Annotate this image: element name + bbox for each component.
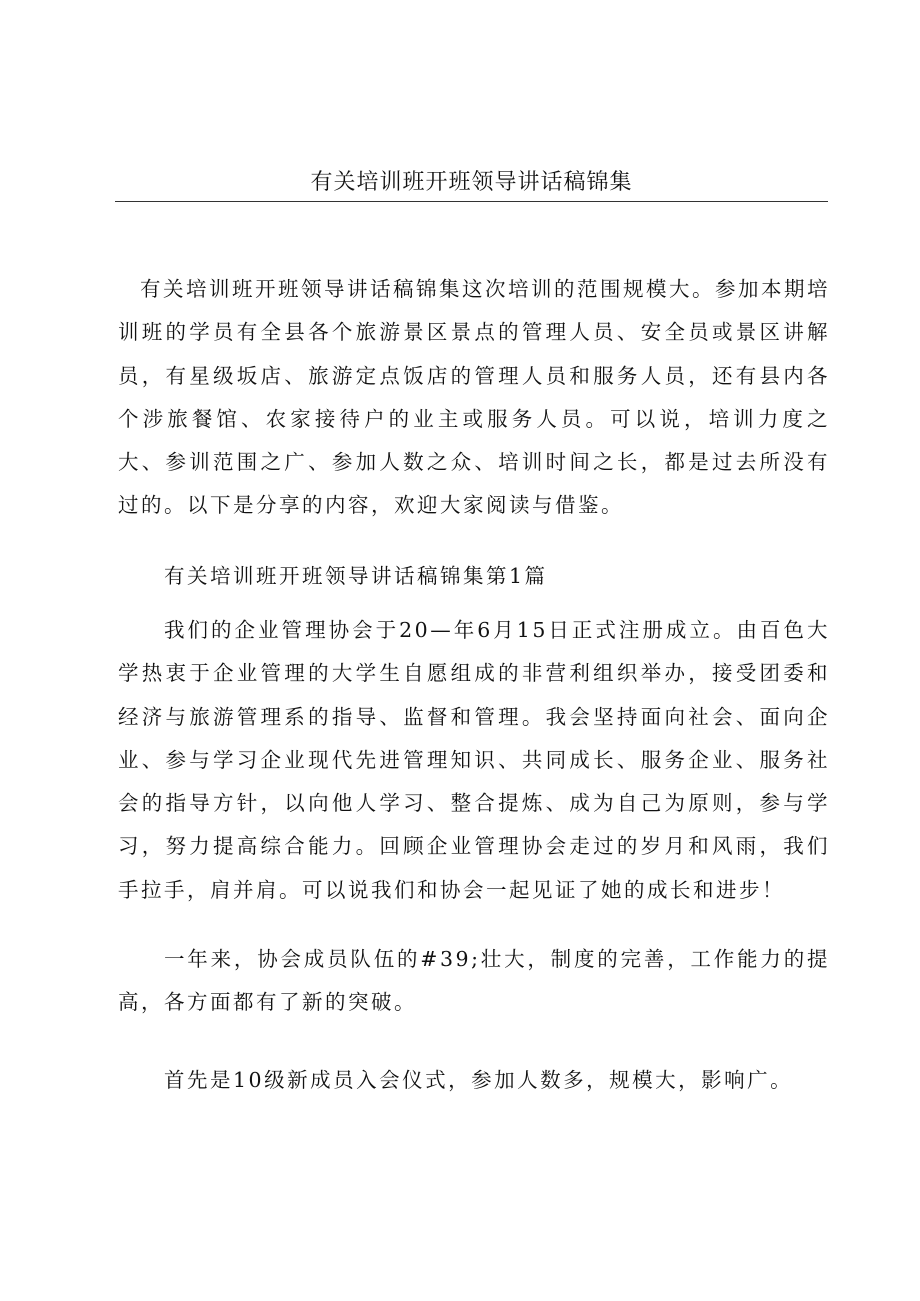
body-paragraph: 首先是10级新成员入会仪式，参加人数多，规模大，影响广。 [164,1068,794,1092]
intro-paragraph: 有关培训班开班领导讲话稿锦集这次培训的范围规模大。参加本期培训班的学员有全县各个旅游景区景点的管理人员、安全员或景区讲解员，有星级坂店、旅游定点饭店的管理人员和服务人员，还有县内各个涉旅餐馆、农家接待户的业主或服务人员。可以说，培训力度之大、参训范围之广、参加人数之众、培训时间之长，都是过去所没有过的。以下是分享的内容，欢迎大家阅读与借鉴。 [118,277,830,518]
body-paragraph: 我们的企业管理协会于20—年6月15日正式注册成立。由百色大学热衷于企业管理的大学生自愿组成的非营利组织举办，接受团委和经济与旅游管理系的指导、监督和管理。我会坚持面向社会、面向企业、参与学习企业现代先进管理知识、共同成长、服务企业、服务社会的指导方针，以向他人学习、整合提炼、成为自己为原则，参与学习，努力提高综合能力。回顾企业管理协会走过的岁月和风雨，我们手拉手，肩并肩。可以说我们和协会一起见证了她的成长和进步！ [118,618,830,902]
body-paragraph: 一年来，协会成员队伍的#39;壮大，制度的完善，工作能力的提高，各方面都有了新的突破。 [118,947,830,1015]
title-underline [115,201,828,202]
section-heading: 有关培训班开班领导讲话稿锦集第1篇 [164,564,548,588]
document-title: 有关培训班开班领导讲话稿锦集 [310,170,633,195]
